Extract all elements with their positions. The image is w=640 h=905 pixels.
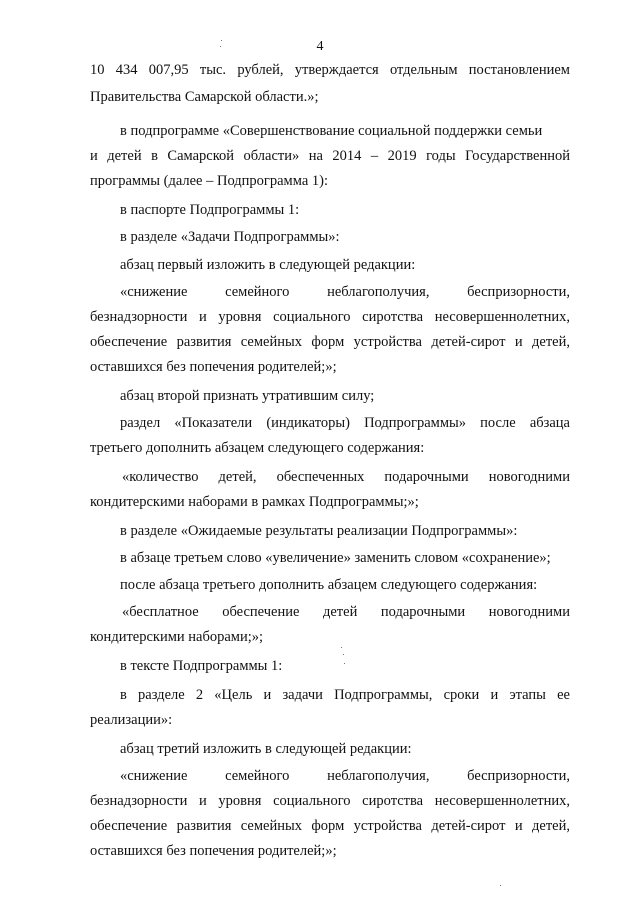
text-line: безнадзорности и уровня социального сиротства несовершеннолетних,	[90, 793, 570, 809]
text-line: в разделе «Задачи Подпрограммы»:	[120, 229, 340, 245]
text-line: обеспечение развития семейных форм устройства детей-сирот и детей,	[90, 334, 570, 350]
text-line: в разделе 2 «Цель и задачи Подпрограммы, сроки и этапы ее	[120, 687, 570, 703]
text-line: Правительства Самарской области.»;	[90, 89, 319, 105]
text-line: программы (далее – Подпрограмма 1):	[90, 173, 328, 189]
text-line: третьего дополнить абзацем следующего содержания:	[90, 440, 425, 456]
text-line: «бесплатное обеспечение детей подарочными новогодними	[122, 604, 570, 620]
text-line: в разделе «Ожидаемые результаты реализации Подпрограммы»:	[120, 523, 518, 539]
text-line: кондитерскими наборами в рамках Подпрограммы;»;	[90, 494, 419, 510]
text-line: «количество детей, обеспеченных подарочными новогодними	[122, 469, 570, 485]
text-line: раздел «Показатели (индикаторы) Подпрограммы» после абзаца	[120, 415, 570, 431]
text-line: в тексте Подпрограммы 1:	[120, 658, 283, 674]
scan-speck	[344, 663, 345, 664]
text-line: безнадзорности и уровня социального сиротства несовершеннолетних,	[90, 309, 570, 325]
text-line: оставшихся без попечения родителей;»;	[90, 843, 337, 859]
scan-speck	[341, 647, 342, 648]
text-line: абзац третий изложить в следующей редакции:	[120, 741, 412, 757]
text-line: реализации»:	[90, 712, 173, 728]
text-line: обеспечение развития семейных форм устройства детей-сирот и детей,	[90, 818, 570, 834]
page-number: 4	[316, 39, 324, 54]
text-line: после абзаца третьего дополнить абзацем следующего содержания:	[120, 577, 538, 593]
scan-speck	[221, 40, 222, 41]
text-line: и детей в Самарской области» на 2014 – 2019 годы Государственной	[90, 148, 570, 164]
text-line: оставшихся без попечения родителей;»;	[90, 359, 337, 375]
text-line: в паспорте Подпрограммы 1:	[120, 202, 300, 218]
text-line: в подпрограмме «Совершенствование социальной поддержки семьи	[120, 123, 543, 139]
text-line: кондитерскими наборами;»;	[90, 629, 264, 645]
scan-speck	[343, 654, 344, 655]
scan-speck	[220, 46, 221, 47]
text-line: в абзаце третьем слово «увеличение» заменить словом «сохранение»;	[120, 550, 551, 566]
text-line: «снижение семейного неблагополучия, беспризорности,	[120, 284, 570, 300]
text-line: 10 434 007,95 тыс. рублей, утверждается отдельным постановлением	[90, 62, 570, 78]
scan-speck	[500, 885, 501, 886]
text-line: абзац второй признать утратившим силу;	[120, 388, 375, 404]
text-line: абзац первый изложить в следующей редакции:	[120, 257, 416, 273]
text-line: «снижение семейного неблагополучия, беспризорности,	[120, 768, 570, 784]
